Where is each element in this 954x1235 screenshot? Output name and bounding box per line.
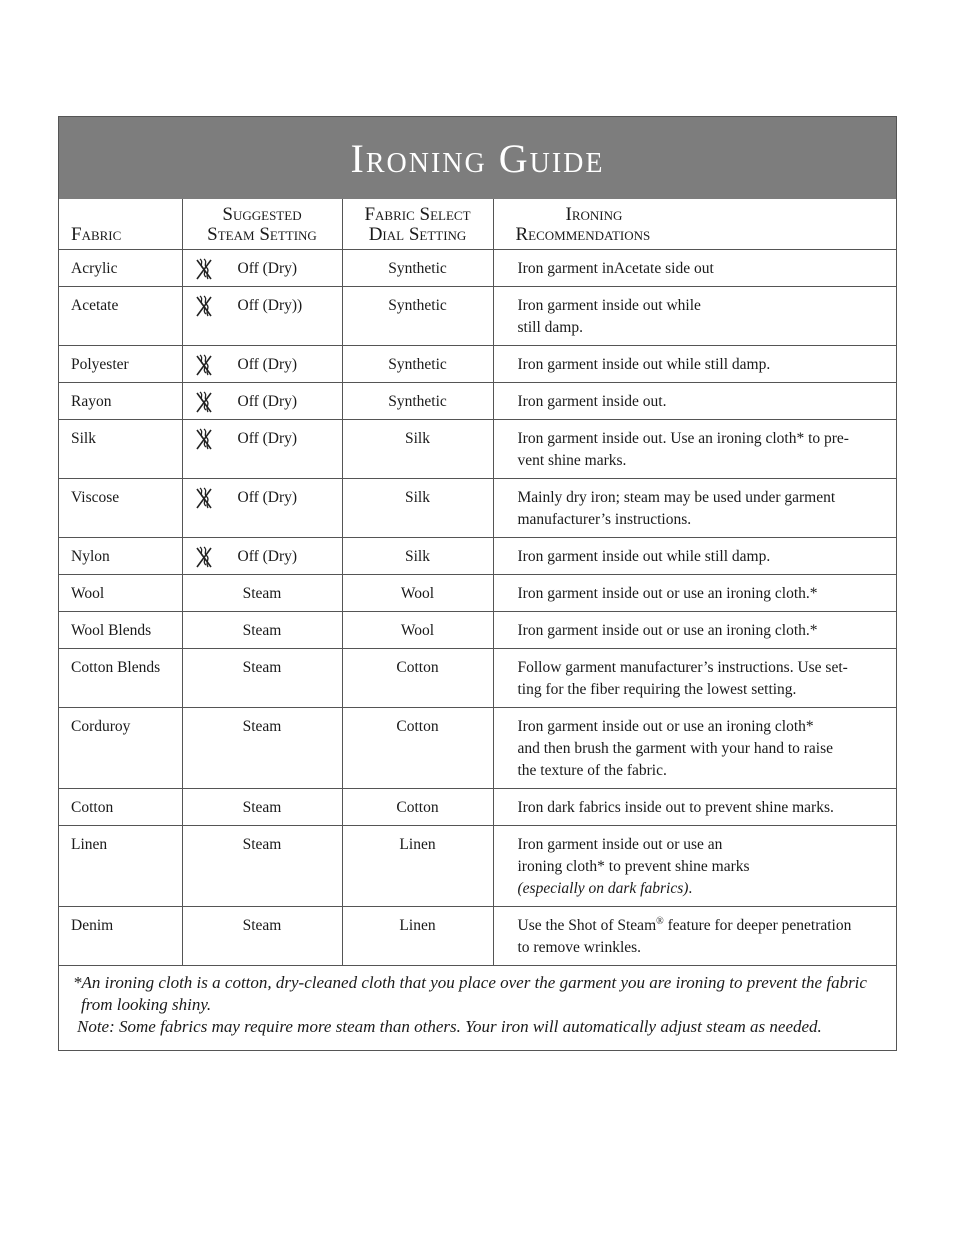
cell-steam-setting (182, 250, 342, 287)
steam-setting-text: Off (Dry) (237, 260, 298, 277)
steam-setting-text: Off (Dry)) (237, 297, 303, 314)
recommendation-text: Iron garment inAcetate side out (517, 260, 714, 277)
cell-recommendation (493, 649, 896, 708)
table-row (59, 383, 896, 420)
recommendation-text: Iron garment inside out. Use an ironing cloth* to pre- (517, 430, 849, 447)
table-row (59, 826, 896, 907)
cell-recommendation (493, 420, 896, 479)
steam-setting-text: Steam (242, 917, 282, 934)
cell-steam-setting (182, 420, 342, 479)
header-steam-line1: Suggested (222, 204, 302, 225)
recommendation-text-tail: feature for deeper penetration (663, 917, 852, 934)
header-recommend-line2: Recommendations (515, 224, 651, 245)
cell-dial-setting: Synthetic (342, 287, 493, 346)
registered-mark: ® (656, 915, 664, 927)
recommendation-text: Iron garment inside out or use an ironing cloth* (517, 718, 814, 735)
steam-setting-text: Steam (242, 836, 282, 853)
header-fabric (59, 199, 182, 250)
recommendation-text: Follow garment manufacturer’s instructions. Use set- (517, 659, 848, 676)
table-row (59, 250, 896, 287)
cell-dial-setting: Cotton (342, 649, 493, 708)
cell-recommendation (493, 346, 896, 383)
recommendation-line3: the texture of the fabric. (517, 762, 667, 779)
cell-steam-setting (182, 907, 342, 966)
cell-steam-setting (182, 708, 342, 789)
steam-setting-text: Steam (242, 585, 282, 602)
recommendation-line2: manufacturer’s instructions. (517, 511, 692, 528)
steam-setting-text: Off (Dry) (237, 548, 298, 565)
recommendation-text: Iron garment inside out while still damp. (517, 356, 771, 373)
cell-recommendation (493, 826, 896, 907)
cell-dial-setting: Synthetic (342, 250, 493, 287)
recommendation-line2: ting for the fiber requiring the lowest setting. (517, 681, 797, 698)
recommendation-line2: still damp. (517, 319, 583, 336)
cell-steam-setting (182, 826, 342, 907)
cell-fabric: Acetate (59, 287, 182, 346)
recommendation-text: Iron garment inside out while (517, 297, 701, 314)
recommendation-line2: to remove wrinkles. (517, 939, 642, 956)
header-recommendations (493, 199, 896, 250)
no-steam-icon (195, 257, 213, 281)
header-recommend-line1: Ironing (565, 204, 623, 225)
cell-recommendation (493, 250, 896, 287)
header-steam-setting (182, 199, 342, 250)
cell-steam-setting (182, 575, 342, 612)
title-bar (59, 117, 896, 199)
cell-fabric: Wool (59, 575, 182, 612)
cell-fabric: Silk (59, 420, 182, 479)
cell-fabric: Cotton Blends (59, 649, 182, 708)
cell-recommendation (493, 708, 896, 789)
table-row (59, 612, 896, 649)
cell-fabric: Linen (59, 826, 182, 907)
no-steam-icon (195, 486, 213, 510)
header-dial-line2: Dial Setting (368, 224, 467, 245)
cell-dial-setting: Synthetic (342, 383, 493, 420)
footnotes (59, 966, 896, 1050)
cell-fabric: Acrylic (59, 250, 182, 287)
cell-recommendation (493, 789, 896, 826)
footnote-steam-note: Note: Some fabrics may require more steam than others. Your iron will automatically adjust steam as needed. (77, 1017, 822, 1036)
cell-steam-setting (182, 346, 342, 383)
cell-fabric: Cotton (59, 789, 182, 826)
no-steam-icon (195, 353, 213, 377)
cell-steam-setting (182, 612, 342, 649)
page-title: Ironing Guide (350, 135, 605, 181)
cell-fabric: Polyester (59, 346, 182, 383)
cell-dial-setting: Wool (342, 612, 493, 649)
table-row (59, 479, 896, 538)
steam-setting-text: Steam (242, 799, 282, 816)
cell-recommendation (493, 287, 896, 346)
cell-fabric: Corduroy (59, 708, 182, 789)
recommendation-line2: vent shine marks. (517, 452, 627, 469)
steam-setting-text: Off (Dry) (237, 489, 298, 506)
no-steam-icon (195, 390, 213, 414)
cell-recommendation (493, 575, 896, 612)
steam-setting-text: Steam (242, 659, 282, 676)
table-body (59, 250, 896, 966)
recommendation-italic-tail: . (688, 880, 693, 897)
cell-recommendation (493, 538, 896, 575)
cell-recommendation (493, 383, 896, 420)
cell-fabric: Viscose (59, 479, 182, 538)
header-dial-line1: Fabric Select (364, 204, 471, 225)
cell-dial-setting: Silk (342, 479, 493, 538)
table-row (59, 575, 896, 612)
cell-dial-setting: Silk (342, 420, 493, 479)
cell-steam-setting (182, 649, 342, 708)
header-steam-line2: Steam Setting (207, 224, 317, 245)
cell-dial-setting: Linen (342, 826, 493, 907)
steam-setting-text: Off (Dry) (237, 356, 298, 373)
steam-setting-text: Off (Dry) (237, 430, 298, 447)
recommendation-text: Iron dark fabrics inside out to prevent shine marks. (517, 799, 834, 816)
recommendation-line2: and then brush the garment with your hand to raise (517, 740, 834, 757)
header-fabric-label: Fabric (71, 224, 122, 245)
recommendation-text: Mainly dry iron; steam may be used under garment (517, 489, 836, 506)
cell-fabric: Rayon (59, 383, 182, 420)
recommendation-text: Iron garment inside out or use an (517, 836, 723, 853)
cell-steam-setting (182, 789, 342, 826)
table-row (59, 287, 896, 346)
cell-dial-setting: Cotton (342, 789, 493, 826)
recommendation-text: Iron garment inside out or use an ironing cloth.* (517, 585, 818, 602)
ironing-table (59, 199, 896, 966)
cell-dial-setting: Linen (342, 907, 493, 966)
recommendation-text: Iron garment inside out. (517, 393, 667, 410)
cell-steam-setting (182, 479, 342, 538)
table-row (59, 907, 896, 966)
cell-steam-setting (182, 287, 342, 346)
table-header-row (59, 199, 896, 250)
cell-recommendation (493, 907, 896, 966)
ironing-guide-panel (58, 116, 897, 1051)
cell-steam-setting (182, 538, 342, 575)
cell-fabric: Wool Blends (59, 612, 182, 649)
table-row (59, 708, 896, 789)
recommendation-text: Use the Shot of Steam (517, 917, 657, 934)
cell-dial-setting: Cotton (342, 708, 493, 789)
steam-setting-text: Steam (242, 718, 282, 735)
recommendation-text: Iron garment inside out while still damp. (517, 548, 771, 565)
cell-steam-setting (182, 383, 342, 420)
cell-dial-setting: Synthetic (342, 346, 493, 383)
table-row (59, 538, 896, 575)
table-row (59, 420, 896, 479)
cell-dial-setting: Wool (342, 575, 493, 612)
steam-setting-text: Off (Dry) (237, 393, 298, 410)
recommendation-text: Iron garment inside out or use an ironing cloth.* (517, 622, 818, 639)
recommendation-italic: (especially on dark fabrics) (517, 880, 689, 897)
cell-fabric: Denim (59, 907, 182, 966)
table-row (59, 789, 896, 826)
table-row (59, 649, 896, 708)
cell-fabric: Nylon (59, 538, 182, 575)
footnote-ironing-cloth: *An ironing cloth is a cotton, dry-cleaned cloth that you place over the garment you are ironing to prevent the fabric from looking shiny. (73, 973, 867, 1014)
cell-recommendation (493, 612, 896, 649)
steam-setting-text: Steam (242, 622, 282, 639)
table-row (59, 346, 896, 383)
no-steam-icon (195, 294, 213, 318)
cell-recommendation (493, 479, 896, 538)
recommendation-line2: ironing cloth* to prevent shine marks (517, 858, 750, 875)
no-steam-icon (195, 427, 213, 451)
cell-dial-setting: Silk (342, 538, 493, 575)
header-dial-setting (342, 199, 493, 250)
no-steam-icon (195, 545, 213, 569)
